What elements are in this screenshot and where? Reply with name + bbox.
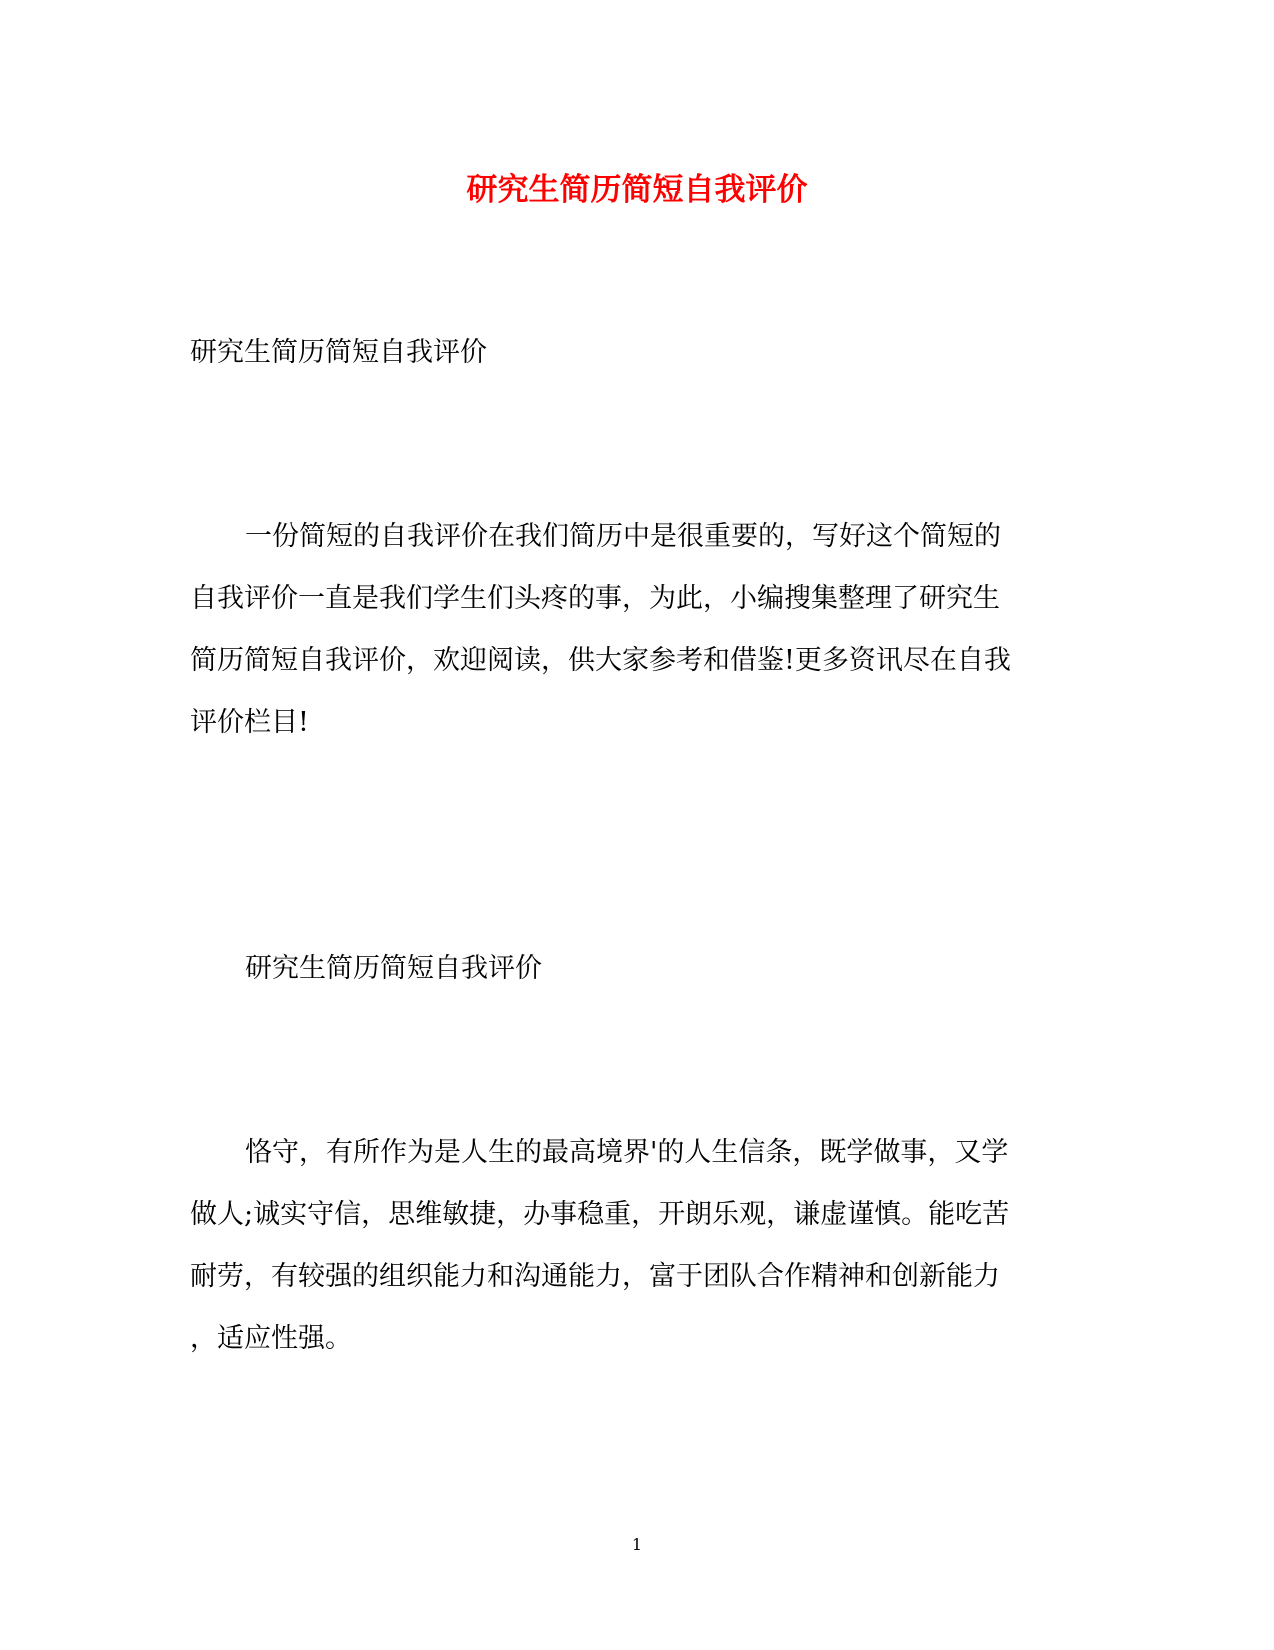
intro-line-1: 一份简短的自我评价在我们简历中是很重要的，写好这个简短的 [245, 521, 1001, 552]
body-line-4: ，适应性强。 [190, 1323, 352, 1354]
intro-line-2: 自我评价一直是我们学生们头疼的事，为此，小编搜集整理了研究生 [190, 583, 1000, 614]
section-heading: 研究生简历简短自我评价 [245, 953, 542, 984]
intro-line-3: 简历简短自我评价，欢迎阅读，供大家参考和借鉴!更多资讯尽在自我 [190, 645, 1011, 676]
body-line-3: 耐劳，有较强的组织能力和沟通能力，富于团队合作精神和创新能力 [190, 1261, 1000, 1292]
intro-line-4: 评价栏目! [190, 707, 309, 738]
document-title: 研究生简历简短自我评价 [466, 172, 808, 208]
document-subtitle: 研究生简历简短自我评价 [190, 337, 487, 368]
page-number: 1 [631, 1535, 643, 1554]
body-line-2: 做人;诚实守信，思维敏捷，办事稳重，开朗乐观，谦虚谨慎。能吃苦 [190, 1199, 1010, 1230]
body-line-1: 恪守，有所作为是人生的最高境界'的人生信条，既学做事，又学 [245, 1137, 1009, 1168]
